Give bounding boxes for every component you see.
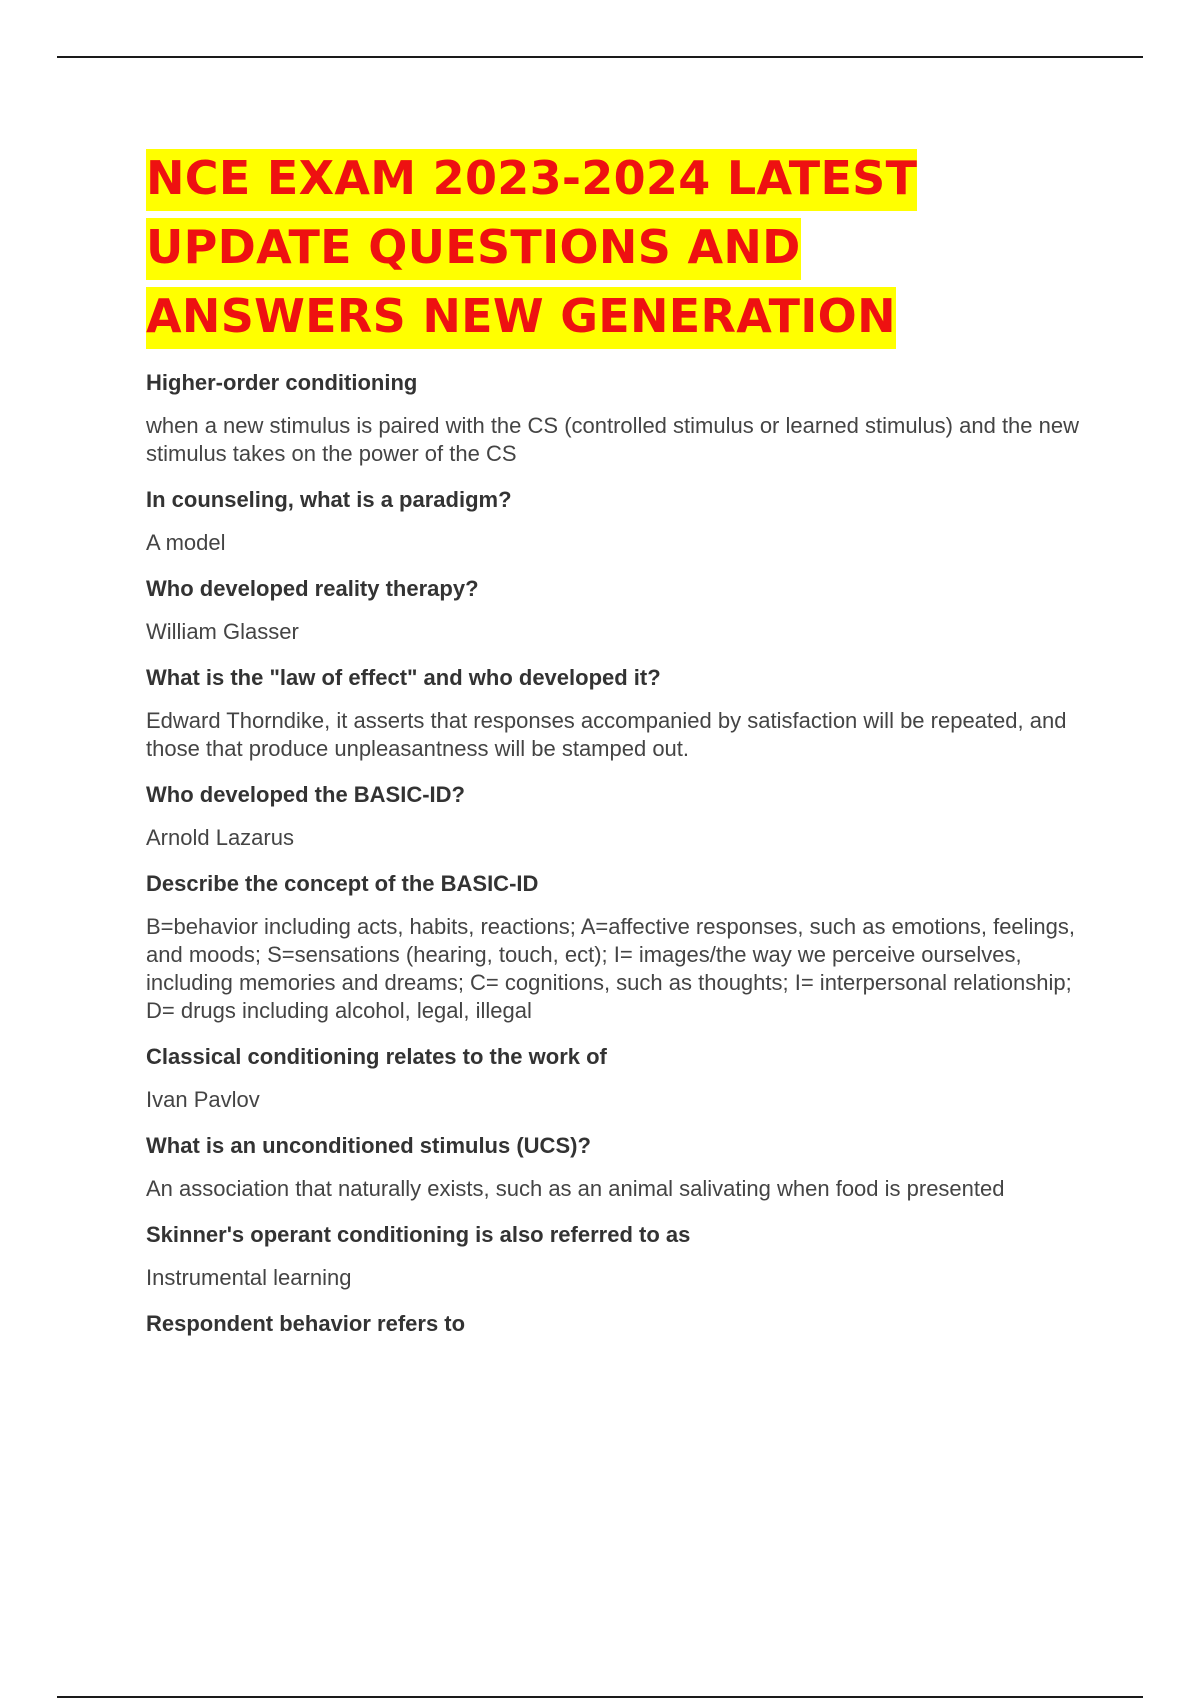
answer-text: A model [146, 530, 226, 555]
header-rule [57, 56, 1143, 58]
qa-item [146, 870, 1096, 1025]
title-line-1: NCE EXAM 2023-2024 LATEST [146, 149, 917, 211]
answer-text: Instrumental learning [146, 1265, 352, 1290]
footer-rule [57, 1696, 1143, 1698]
title-line-3: ANSWERS NEW GENERATION [146, 287, 896, 349]
question-text: What is the "law of effect" and who developed it? [146, 665, 661, 690]
question-text: In counseling, what is a paradigm? [146, 487, 512, 512]
qa-item [146, 369, 1096, 468]
qa-item [146, 1043, 1096, 1114]
question-text: Who developed reality therapy? [146, 576, 479, 601]
question-text: Who developed the BASIC-ID? [146, 782, 465, 807]
qa-item [146, 486, 1096, 557]
question-text: Skinner's operant conditioning is also referred to as [146, 1222, 691, 1247]
title-line-2: UPDATE QUESTIONS AND [146, 218, 801, 280]
answer-text: Edward Thorndike, it asserts that responses accompanied by satisfaction will be repeated, and those that produce unpleasantness will be stamped out. [146, 708, 1067, 761]
answer-text: when a new stimulus is paired with the CS (controlled stimulus or learned stimulus) and the new stimulus takes on the power of the CS [146, 413, 1079, 466]
qa-item [146, 1132, 1096, 1203]
answer-text: An association that naturally exists, such as an animal salivating when food is presented [146, 1176, 1005, 1201]
qa-item [146, 664, 1096, 763]
question-text: Classical conditioning relates to the work of [146, 1044, 607, 1069]
page-content [146, 144, 1096, 1353]
question-text: Respondent behavior refers to [146, 1311, 466, 1336]
question-text: What is an unconditioned stimulus (UCS)? [146, 1133, 591, 1158]
qa-item [146, 781, 1096, 852]
answer-text: Arnold Lazarus [146, 825, 294, 850]
question-text: Describe the concept of the BASIC-ID [146, 871, 539, 896]
qa-item [146, 575, 1096, 646]
qa-item [146, 1221, 1096, 1292]
document-title [146, 144, 1096, 351]
qa-item [146, 1310, 1096, 1338]
answer-text: B=behavior including acts, habits, reactions; A=affective responses, such as emotions, feelings, and moods; S=sensations (hearing, touch, ect); I= images/the way we perceive ourselves, including memories and dreams; C= cognitions, such as thoughts; I= interpersonal relationship; D= drugs including alcohol, legal, illegal [146, 914, 1076, 1023]
question-text: Higher-order conditioning [146, 370, 418, 395]
answer-text: William Glasser [146, 619, 299, 644]
answer-text: Ivan Pavlov [146, 1087, 260, 1112]
